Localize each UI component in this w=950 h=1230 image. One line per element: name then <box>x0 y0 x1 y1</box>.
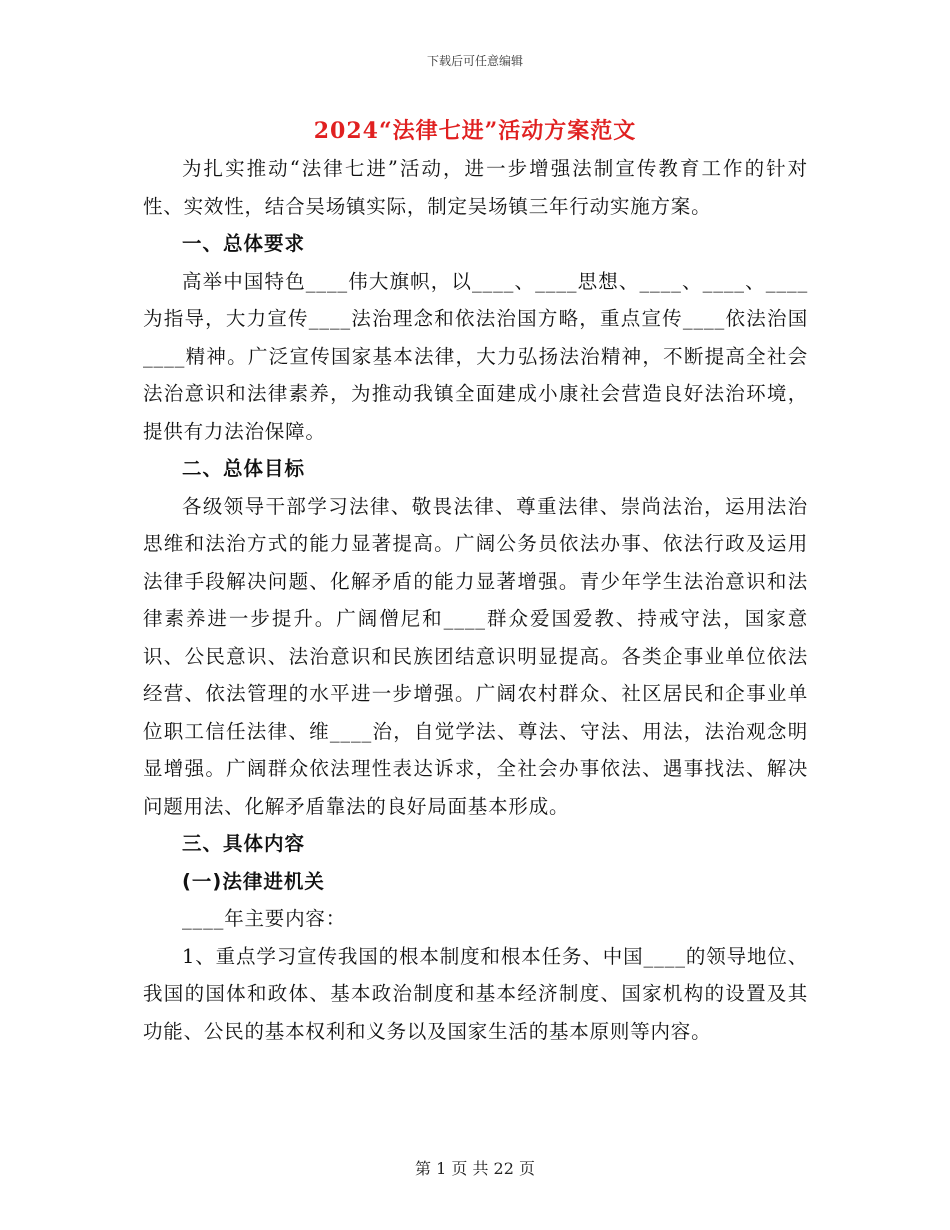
section-heading-1: 一、总体要求 <box>182 232 306 255</box>
document-body <box>143 150 808 1050</box>
page-footer: 第 1 页 共 22 页 <box>415 1159 535 1178</box>
subsection-heading: (一)法律进机关 <box>182 869 325 893</box>
year-content-label: ____年主要内容： <box>182 907 346 930</box>
section-2-paragraph: 各级领导干部学习法律、敬畏法律、尊重法律、崇尚法治，运用法治思维和法治方式的能力显著提高。广阔公务员依法办事、依法行政及运用法律手段解决问题、化解矛盾的能力显著增强。青少年学生法治意识和法律素养进一步提升。广阔僧尼和____群众爱国爱教、持戒守法，国家意识、公民意识、法治意识和民族团结意识明显提高。各类企事业单位依法经营、依法管理的水平进一步增强。广阔农村群众、社区居民和企事业单位职工信任法律、维____治，自觉学法、尊法、守法、用法，法治观念明显增强。广阔群众依法理性表达诉求，全社会办事依法、遇事找法、解决问题用法、化解矛盾靠法的良好局面基本形成。 <box>143 494 808 818</box>
intro-paragraph: 为扎实推动“法律七进”活动，进一步增强法制宣传教育工作的针对性、实效性，结合吴场镇实际，制定吴场镇三年行动实施方案。 <box>143 157 808 218</box>
section-heading-3: 三、具体内容 <box>182 832 306 855</box>
section-1-paragraph: 高举中国特色____伟大旗帜，以____、____思想、____、____、____为指导，大力宣传____法治理念和依法治国方略，重点宣传____依法治国____精神。广泛宣传国家基本法律，大力弘扬法治精神，不断提高全社会法治意识和法律素养，为推动我镇全面建成小康社会营造良好法治环境，提供有力法治保障。 <box>143 269 808 443</box>
content-item-1: 1、重点学习宣传我国的根本制度和根本任务、中国____的领导地位、我国的国体和政体、基本政治制度和基本经济制度、国家机构的设置及其功能、公民的基本权利和义务以及国家生活的基本原则等内容。 <box>143 944 808 1043</box>
document-title: 2024“法律七进”活动方案范文 <box>313 118 637 144</box>
page-header-note: 下载后可任意编辑 <box>426 54 523 68</box>
section-heading-2: 二、总体目标 <box>182 457 306 480</box>
